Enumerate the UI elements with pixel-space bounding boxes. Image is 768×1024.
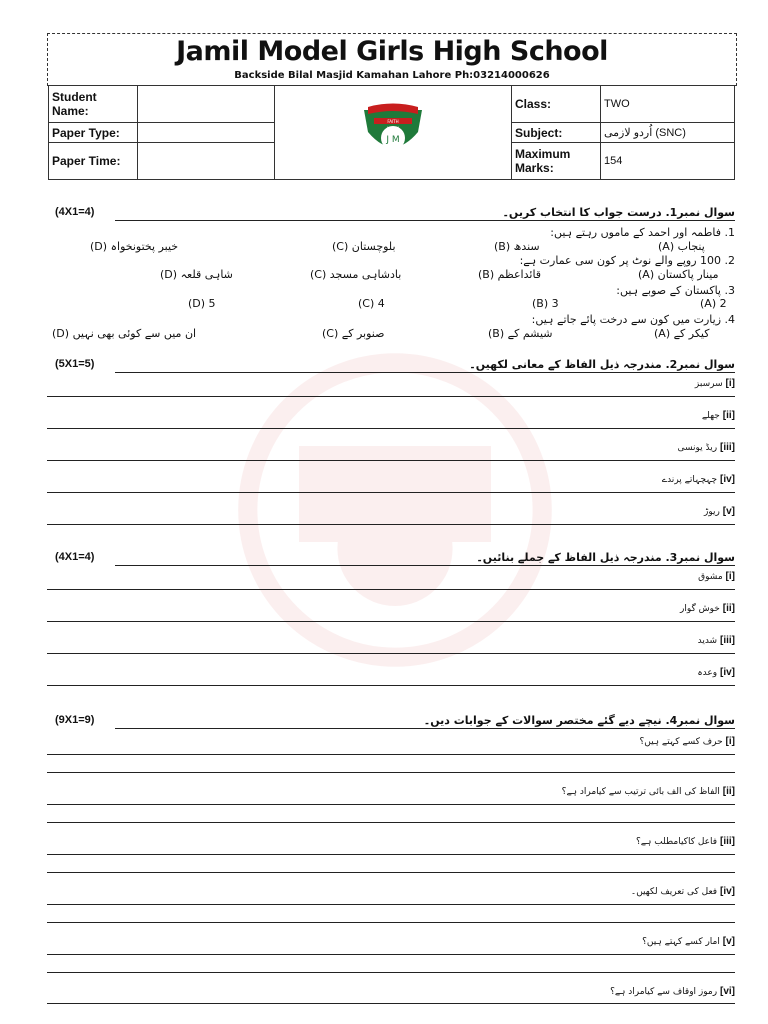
q3-item-3: [iii] شدید [697,635,735,646]
q1-opt-d-2: (D) شاہی قلعہ [160,268,233,281]
q1-stem-4: 4. زیارت میں کون سے درخت پائے جاتے ہیں: [531,313,735,326]
q1-opt-d-3: (D) 5 [188,297,216,310]
school-name: Jamil Model Girls High School [176,36,608,67]
paper-time-label: Paper Time: [49,143,138,180]
logo-faith: FAITH [387,119,399,124]
q2-marks: (5X1=5) [55,358,95,370]
answer-line[interactable] [47,804,735,805]
q4-item-2: [ii] الفاظ کی الف بائی ترتیب سے کیامراد ہے؟ [561,786,735,797]
q4-title: سوال نمبر4. نیچے دیے گئے مختصر سوالات کے جوابات دیں۔ [423,714,735,727]
logo-unity: UNITY [387,126,399,131]
paper-type-label: Paper Type: [49,123,138,143]
q1-title: سوال نمبر1. درست جواب کا انتخاب کریں۔ [502,206,735,219]
answer-line[interactable] [47,396,735,397]
answer-line[interactable] [47,653,735,654]
q3-marks: (4X1=4) [55,551,95,563]
q1-opt-d-1: (D) خیبر پختونخواہ [90,240,179,253]
q1-stem-2: 2. 100 روپے والے نوٹ پر کون سی عمارت ہے: [519,254,735,267]
paper-type-field[interactable] [138,123,275,143]
q3-item-4: [iv] وعدہ [697,667,735,678]
answer-line[interactable] [47,589,735,590]
answer-line[interactable] [47,621,735,622]
max-marks-label: Maximum Marks: [512,143,601,180]
answer-line[interactable] [47,460,735,461]
student-name-field[interactable] [138,86,275,123]
q1-opt-c-3: (C) 4 [358,297,385,310]
answer-line[interactable] [47,872,735,873]
q2-title: سوال نمبر2. مندرجہ ذیل الفاظ کے معانی لکھیں۔ [469,358,735,371]
q3-title: سوال نمبر3. مندرجہ ذیل الفاظ کے جملے بنائیں۔ [476,551,735,564]
school-address: Backside Bilal Masjid Kamahan Lahore Ph:03214000626 [234,70,550,81]
q1-opt-a-3: (A) 2 [700,297,727,310]
q1-opt-b-2: (B) قائداعظم [478,268,542,281]
q4-item-5: [v] امار کسے کہتے ہیں؟ [642,936,735,947]
q1-underline [115,220,735,221]
q1-opt-a-1: (A) پنجاب [658,240,705,253]
q1-marks: (4X1=4) [55,206,95,218]
q3-item-2: [ii] خوش گوار [680,603,735,614]
subject-label: Subject: [512,123,601,143]
answer-line[interactable] [47,972,735,973]
paper-time-field[interactable] [138,143,275,180]
answer-line[interactable] [47,685,735,686]
q4-marks: (9X1=9) [55,714,95,726]
answer-line[interactable] [47,922,735,923]
q3-item-1: [i] مشوق [698,571,735,582]
q1-opt-b-4: (B) شیشم کے [488,327,553,340]
q4-item-4: [iv] فعل کی تعریف لکھیں۔ [630,886,735,897]
q1-opt-b-1: (B) سندھ [494,240,540,253]
answer-line[interactable] [47,492,735,493]
logo-cell [275,86,512,180]
subject-value: اُردو لازمی (SNC) [601,123,735,143]
answer-line[interactable] [47,854,735,855]
watermark-logo [235,350,555,670]
q2-item-5: [v] ریوڑ [704,506,735,517]
school-header [47,33,737,86]
q1-opt-a-4: (A) کیکر کے [654,327,710,340]
q1-opt-c-2: (C) بادشاہی مسجد [310,268,402,281]
answer-line[interactable] [47,524,735,525]
answer-line[interactable] [47,754,735,755]
class-value: TWO [601,86,735,123]
q2-item-2: [ii] جھلے [701,410,735,421]
answer-line[interactable] [47,954,735,955]
info-table [48,85,735,180]
answer-line[interactable] [47,822,735,823]
q1-opt-c-1: (C) بلوچستان [332,240,396,253]
answer-line[interactable] [47,428,735,429]
q2-item-4: [iv] چہچہاتے پرندے [661,474,735,485]
max-marks-value: 154 [601,143,735,180]
q1-opt-b-3: (B) 3 [532,297,559,310]
q4-item-1: [i] حرف کسے کہتے ہیں؟ [639,736,735,747]
q1-opt-c-4: (C) صنوبر کے [322,327,385,340]
q1-opt-a-2: (A) مینار پاکستان [638,268,719,281]
q4-item-6: [vi] رموز اوقاف سے کیامراد ہے؟ [610,986,735,997]
q4-item-3: [iii] فاعل کاکیامطلب ہے؟ [636,836,735,847]
q2-item-1: [i] سرسبز [694,378,735,389]
q1-stem-1: 1. فاطمہ اور احمد کے ماموں رہتے ہیں: [550,226,735,239]
q1-stem-3: 3. پاکستان کے صوبے ہیں: [616,284,735,297]
answer-line[interactable] [47,772,735,773]
q2-item-3: [iii] ریڈ یونسی [677,442,735,453]
logo-letters: J M [386,135,400,145]
school-logo [360,102,426,160]
answer-line[interactable] [47,1003,735,1004]
class-label: Class: [512,86,601,123]
answer-line[interactable] [47,904,735,905]
student-name-label: Student Name: [49,86,138,123]
q1-opt-d-4: (D) ان میں سے کوئی بھی نہیں [52,327,197,340]
